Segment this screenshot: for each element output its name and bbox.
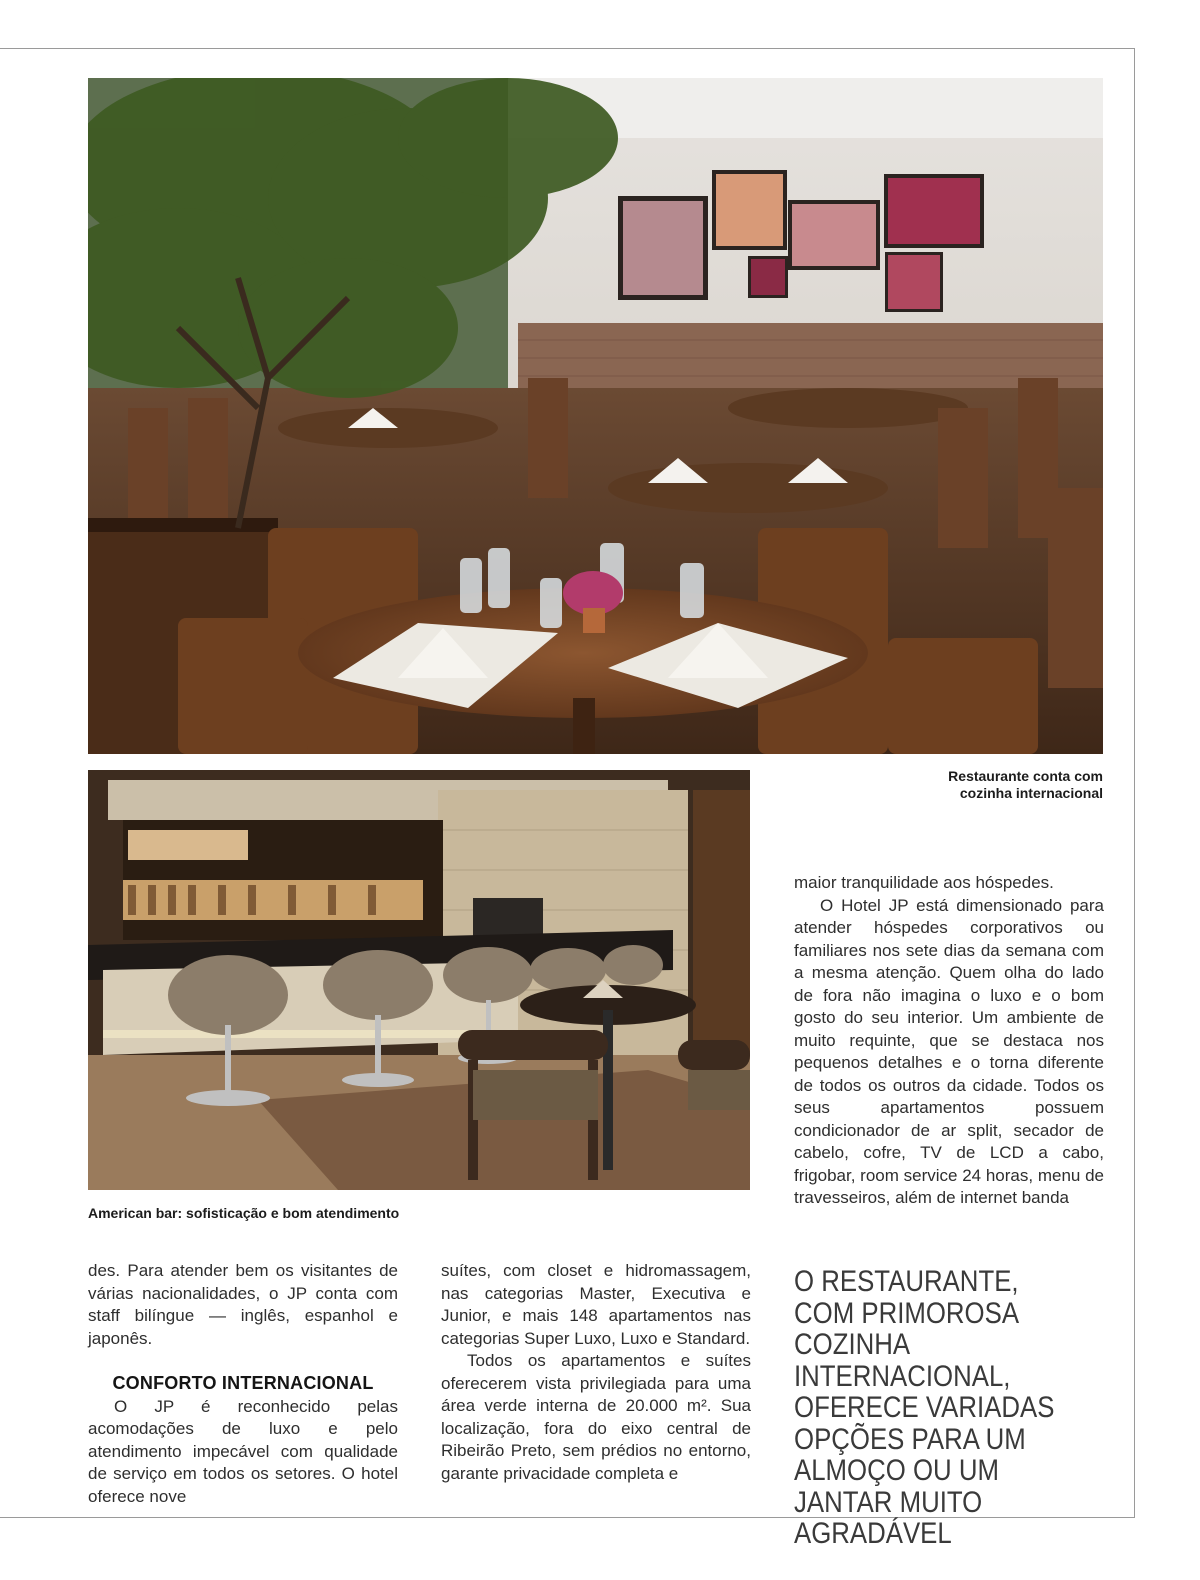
article-column-middle	[441, 1260, 751, 1485]
bar-caption: American bar: sofisticação e bom atendimento	[88, 1205, 400, 1221]
paragraph: Todos os apartamentos e suítes oferecerem vista privilegiada para uma área verde interna de 20.000 m². Sua localização, fora do eixo central de Ribeirão Preto, sem prédios no entorno, garante privacidade completa e	[441, 1351, 751, 1483]
restaurant-caption: Restaurante conta com cozinha internacional	[948, 768, 1103, 801]
paragraph: des. Para atender bem os visitantes de várias nacionalidades, o JP conta com staff bilíngue — inglês, espanhol e japonês.	[88, 1261, 398, 1348]
bar-photo	[88, 770, 750, 1190]
paragraph: suítes, com closet e hidromassagem, nas categorias Master, Executiva e Junior, e mais 148 apartamentos nas categorias Super Luxo, Luxo e Standard.	[441, 1261, 751, 1348]
article-column-right	[794, 872, 1104, 1210]
paragraph: O JP é reconhecido pelas acomodações de luxo e pelo atendimento impecável com qualidade de serviço em todos os setores. O hotel oferece nove	[88, 1396, 398, 1506]
article-column-left	[88, 1260, 398, 1508]
paragraph: maior tranquilidade aos hóspedes.	[794, 873, 1054, 892]
restaurant-photo	[88, 78, 1103, 754]
section-subheading: CONFORTO INTERNACIONAL	[112, 1373, 374, 1393]
paragraph: O Hotel JP está dimensionado para atender hóspedes corporativos ou familiares nos sete dias da semana com a mesma atenção. Quem olha do lado de fora não imagina o luxo e o bom gosto do seu interior. Um ambiente de muito requinte, que se destaca nos pequenos detalhes e o torna diferente de todos os outros da cidade. Todos os seus apartamentos possuem condicionador de ar split, secador de cabelo, cofre, TV de LCD a cabo, frigobar, room service 24 horas, menu de travesseiros, além de internet banda	[794, 895, 1104, 1207]
pull-quote: O RESTAURANTE, COM PRIMOROSA COZINHA INTERNACIONAL, OFERECE VARIADAS OPÇÕES PARA UM ALMOÇO OU UM JANTAR MUITO AGRADÁVEL	[794, 1265, 1055, 1550]
